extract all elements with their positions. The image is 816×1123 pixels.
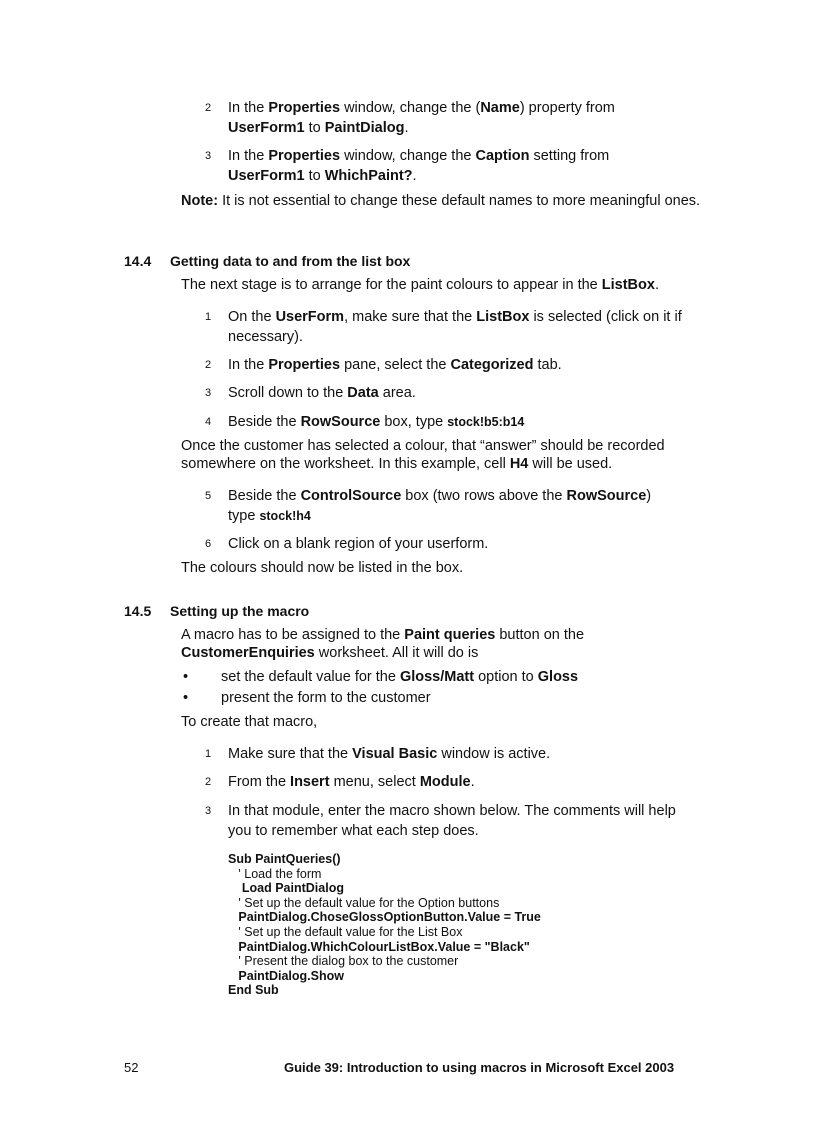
code-line: ' Present the dialog box to the customer [228,954,459,969]
code-line: PaintDialog.ChoseGlossOptionButton.Value = True [228,910,541,925]
code-line: ' Set up the default value for the Option buttons [228,895,500,910]
code-line: PaintDialog.WhichColourListBox.Value = "Black" [228,939,530,954]
document-page: 2 In the Properties window, change the (Name) property from UserForm1 to PaintDialog. 3 In the Properties window, change the Caption setting from UserForm1 to WhichPaint?. Note: It is not essential to change these default names to more meaningful ones. 14.4 Getting data to and from the list box The next stage is to arrange for the paint colours to appear in the ListBox. 1 On the UserForm, make sure that the ListBox is selected (click on it if necessary). 2 In the Properties pane, select the Categorized tab. 3 Scroll down to the Data area. 4 Beside the RowSource box, type stock!b5:b14 Once the customer has selected a colour, that “answer” should be recorded somewhere on the worksheet. In this example, cell H4 will be used. 5 Beside the ControlSource box (two rows above the RowSource) type stock!h4 6 Click on a blank region of your userform. The colours should now be listed in the box. 14.5 Setting up the macro A macro has to be assigned to the Paint queries button on the CustomerEnquiries worksheet. All it will do is • set the default value for the Gloss/Matt option to Gloss • present the form to the customer To create that macro, 1 Make sure that the Visual Basic window is active. 2 From the Insert menu, select Module. 3 In that module, enter the macro shown below. The comments will help you to remember what each step does. Sub PaintQueries() ' Load the form Load PaintDialog ' Set up the default value for the Option buttons PaintDialog.ChoseGlossOptionButton.Value = True ' Set up the default value for the List Box PaintDialog.WhichColourListBox.Value = "Black" ' Present the dialog box to the customer PaintDialog.Show End Sub 52 Guide 39: Introduction to using macros in Microsoft Excel 2003 [124,100,701,1075]
code-line: ' Load the form [228,866,322,881]
section-intro: A macro has to be assigned to the Paint queries button on the CustomerEnquiries worksheet. All it will do is [181,627,585,661]
code-line: Sub PaintQueries() [228,852,341,866]
section-heading-14-5: 14.5 Setting up the macro [124,603,310,619]
step-text: In the Properties window, change the Caption setting from UserForm1 to WhichPaint?. [228,148,610,184]
footer-title: Guide 39: Introduction to using macros in Microsoft Excel 2003 [284,1060,675,1075]
step-text: In the Properties window, change the (Name) property from UserForm1 to PaintDialog. [228,100,615,136]
recording-paragraph: Once the customer has selected a colour, that “answer” should be recorded somewhere on the worksheet. In this example, cell H4 will be used. [181,438,665,472]
step-number: 2 [205,102,212,114]
note-paragraph: Note: It is not essential to change these default names to more meaningful ones. [181,193,701,209]
section-heading-14-4: 14.4 Getting data to and from the list box [124,253,411,269]
closing-paragraph: The colours should now be listed in the box. [181,560,464,576]
code-line: Load PaintDialog [228,881,344,896]
code-line: PaintDialog.Show [228,968,344,983]
code-line: End Sub [228,983,279,998]
to-create-paragraph: To create that macro, [181,714,318,730]
code-block [228,852,648,998]
section-intro: The next stage is to arrange for the paint colours to appear in the ListBox. [181,277,659,293]
page-number: 52 [124,1060,139,1075]
step-number: 3 [205,150,212,162]
code-line: ' Set up the default value for the List Box [228,924,463,939]
